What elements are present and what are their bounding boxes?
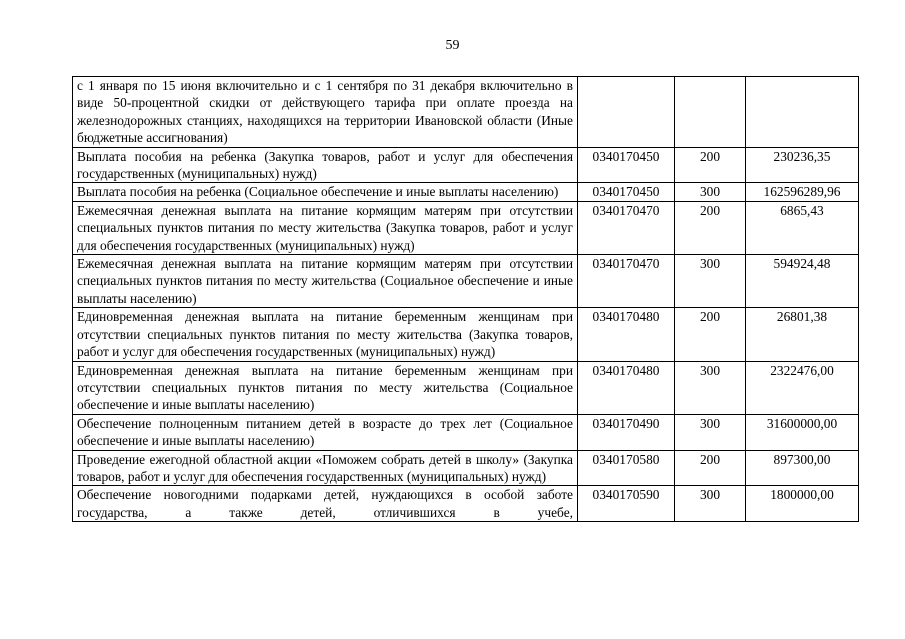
row-amount: 594924,48 xyxy=(746,255,859,308)
row-description: Единовременная денежная выплата на питание беременным женщинам при отсутствии специальных пунктов питания по месту жительства (Социальное обеспечение и иные выплаты населению) xyxy=(73,361,578,414)
row-target-code: 0340170590 xyxy=(578,486,675,522)
row-expense-kind: 200 xyxy=(675,147,746,183)
row-expense-kind xyxy=(675,77,746,148)
row-description: Обеспечение полноценным питанием детей в возрасте до трех лет (Социальное обеспечение и иные выплаты населению) xyxy=(73,414,578,450)
row-target-code: 0340170450 xyxy=(578,183,675,201)
row-target-code: 0340170470 xyxy=(578,255,675,308)
row-expense-kind: 200 xyxy=(675,450,746,486)
row-target-code: 0340170490 xyxy=(578,414,675,450)
table-row xyxy=(73,414,859,450)
row-description: Обеспечение новогодними подарками детей, нуждающихся в особой заботе государства, а также детей, отличившихся в учебе, xyxy=(73,486,578,522)
row-expense-kind: 300 xyxy=(675,361,746,414)
row-target-code: 0340170580 xyxy=(578,450,675,486)
row-expense-kind: 300 xyxy=(675,414,746,450)
row-target-code xyxy=(578,77,675,148)
row-target-code: 0340170480 xyxy=(578,308,675,361)
row-description: Единовременная денежная выплата на питание беременным женщинам при отсутствии специальных пунктов питания по месту жительства (Закупка товаров, работ и услуг для обеспечения государственных (муниципальных) нужд) xyxy=(73,308,578,361)
table-row xyxy=(73,147,859,183)
row-amount: 6865,43 xyxy=(746,201,859,254)
budget-table xyxy=(72,76,859,522)
row-description: с 1 января по 15 июня включительно и с 1 сентября по 31 декабря включительно в виде 50-процентной скидки от действующего тарифа при оплате проезда на железнодорожных станциях, находящихся на территории Ивановской области (Иные бюджетные ассигнования) xyxy=(73,77,578,148)
row-expense-kind: 300 xyxy=(675,255,746,308)
row-amount: 31600000,00 xyxy=(746,414,859,450)
row-description: Выплата пособия на ребенка (Социальное обеспечение и иные выплаты населению) xyxy=(73,183,578,201)
table-row xyxy=(73,77,859,148)
row-target-code: 0340170480 xyxy=(578,361,675,414)
row-expense-kind: 200 xyxy=(675,201,746,254)
row-description: Ежемесячная денежная выплата на питание кормящим матерям при отсутствии специальных пунктов питания по месту жительства (Закупка товаров, работ и услуг для обеспечения государственных (муниципальных) нужд) xyxy=(73,201,578,254)
row-expense-kind: 300 xyxy=(675,486,746,522)
row-target-code: 0340170470 xyxy=(578,201,675,254)
row-description: Ежемесячная денежная выплата на питание кормящим матерям при отсутствии специальных пунктов питания по месту жительства (Социальное обеспечение и иные выплаты населению) xyxy=(73,255,578,308)
table-row xyxy=(73,255,859,308)
row-amount: 2322476,00 xyxy=(746,361,859,414)
row-description: Проведение ежегодной областной акции «Поможем собрать детей в школу» (Закупка товаров, работ и услуг для обеспечения государственных (муниципальных) нужд) xyxy=(73,450,578,486)
table-row xyxy=(73,486,859,522)
table-row xyxy=(73,183,859,201)
row-description: Выплата пособия на ребенка (Закупка товаров, работ и услуг для обеспечения государственных (муниципальных) нужд) xyxy=(73,147,578,183)
table-row xyxy=(73,308,859,361)
row-amount xyxy=(746,77,859,148)
row-amount: 162596289,96 xyxy=(746,183,859,201)
row-expense-kind: 200 xyxy=(675,308,746,361)
row-amount: 230236,35 xyxy=(746,147,859,183)
row-amount: 897300,00 xyxy=(746,450,859,486)
page-number: 59 xyxy=(445,38,460,53)
row-expense-kind: 300 xyxy=(675,183,746,201)
table-row xyxy=(73,361,859,414)
row-amount: 26801,38 xyxy=(746,308,859,361)
table-row xyxy=(73,450,859,486)
table-row xyxy=(73,201,859,254)
row-amount: 1800000,00 xyxy=(746,486,859,522)
row-target-code: 0340170450 xyxy=(578,147,675,183)
